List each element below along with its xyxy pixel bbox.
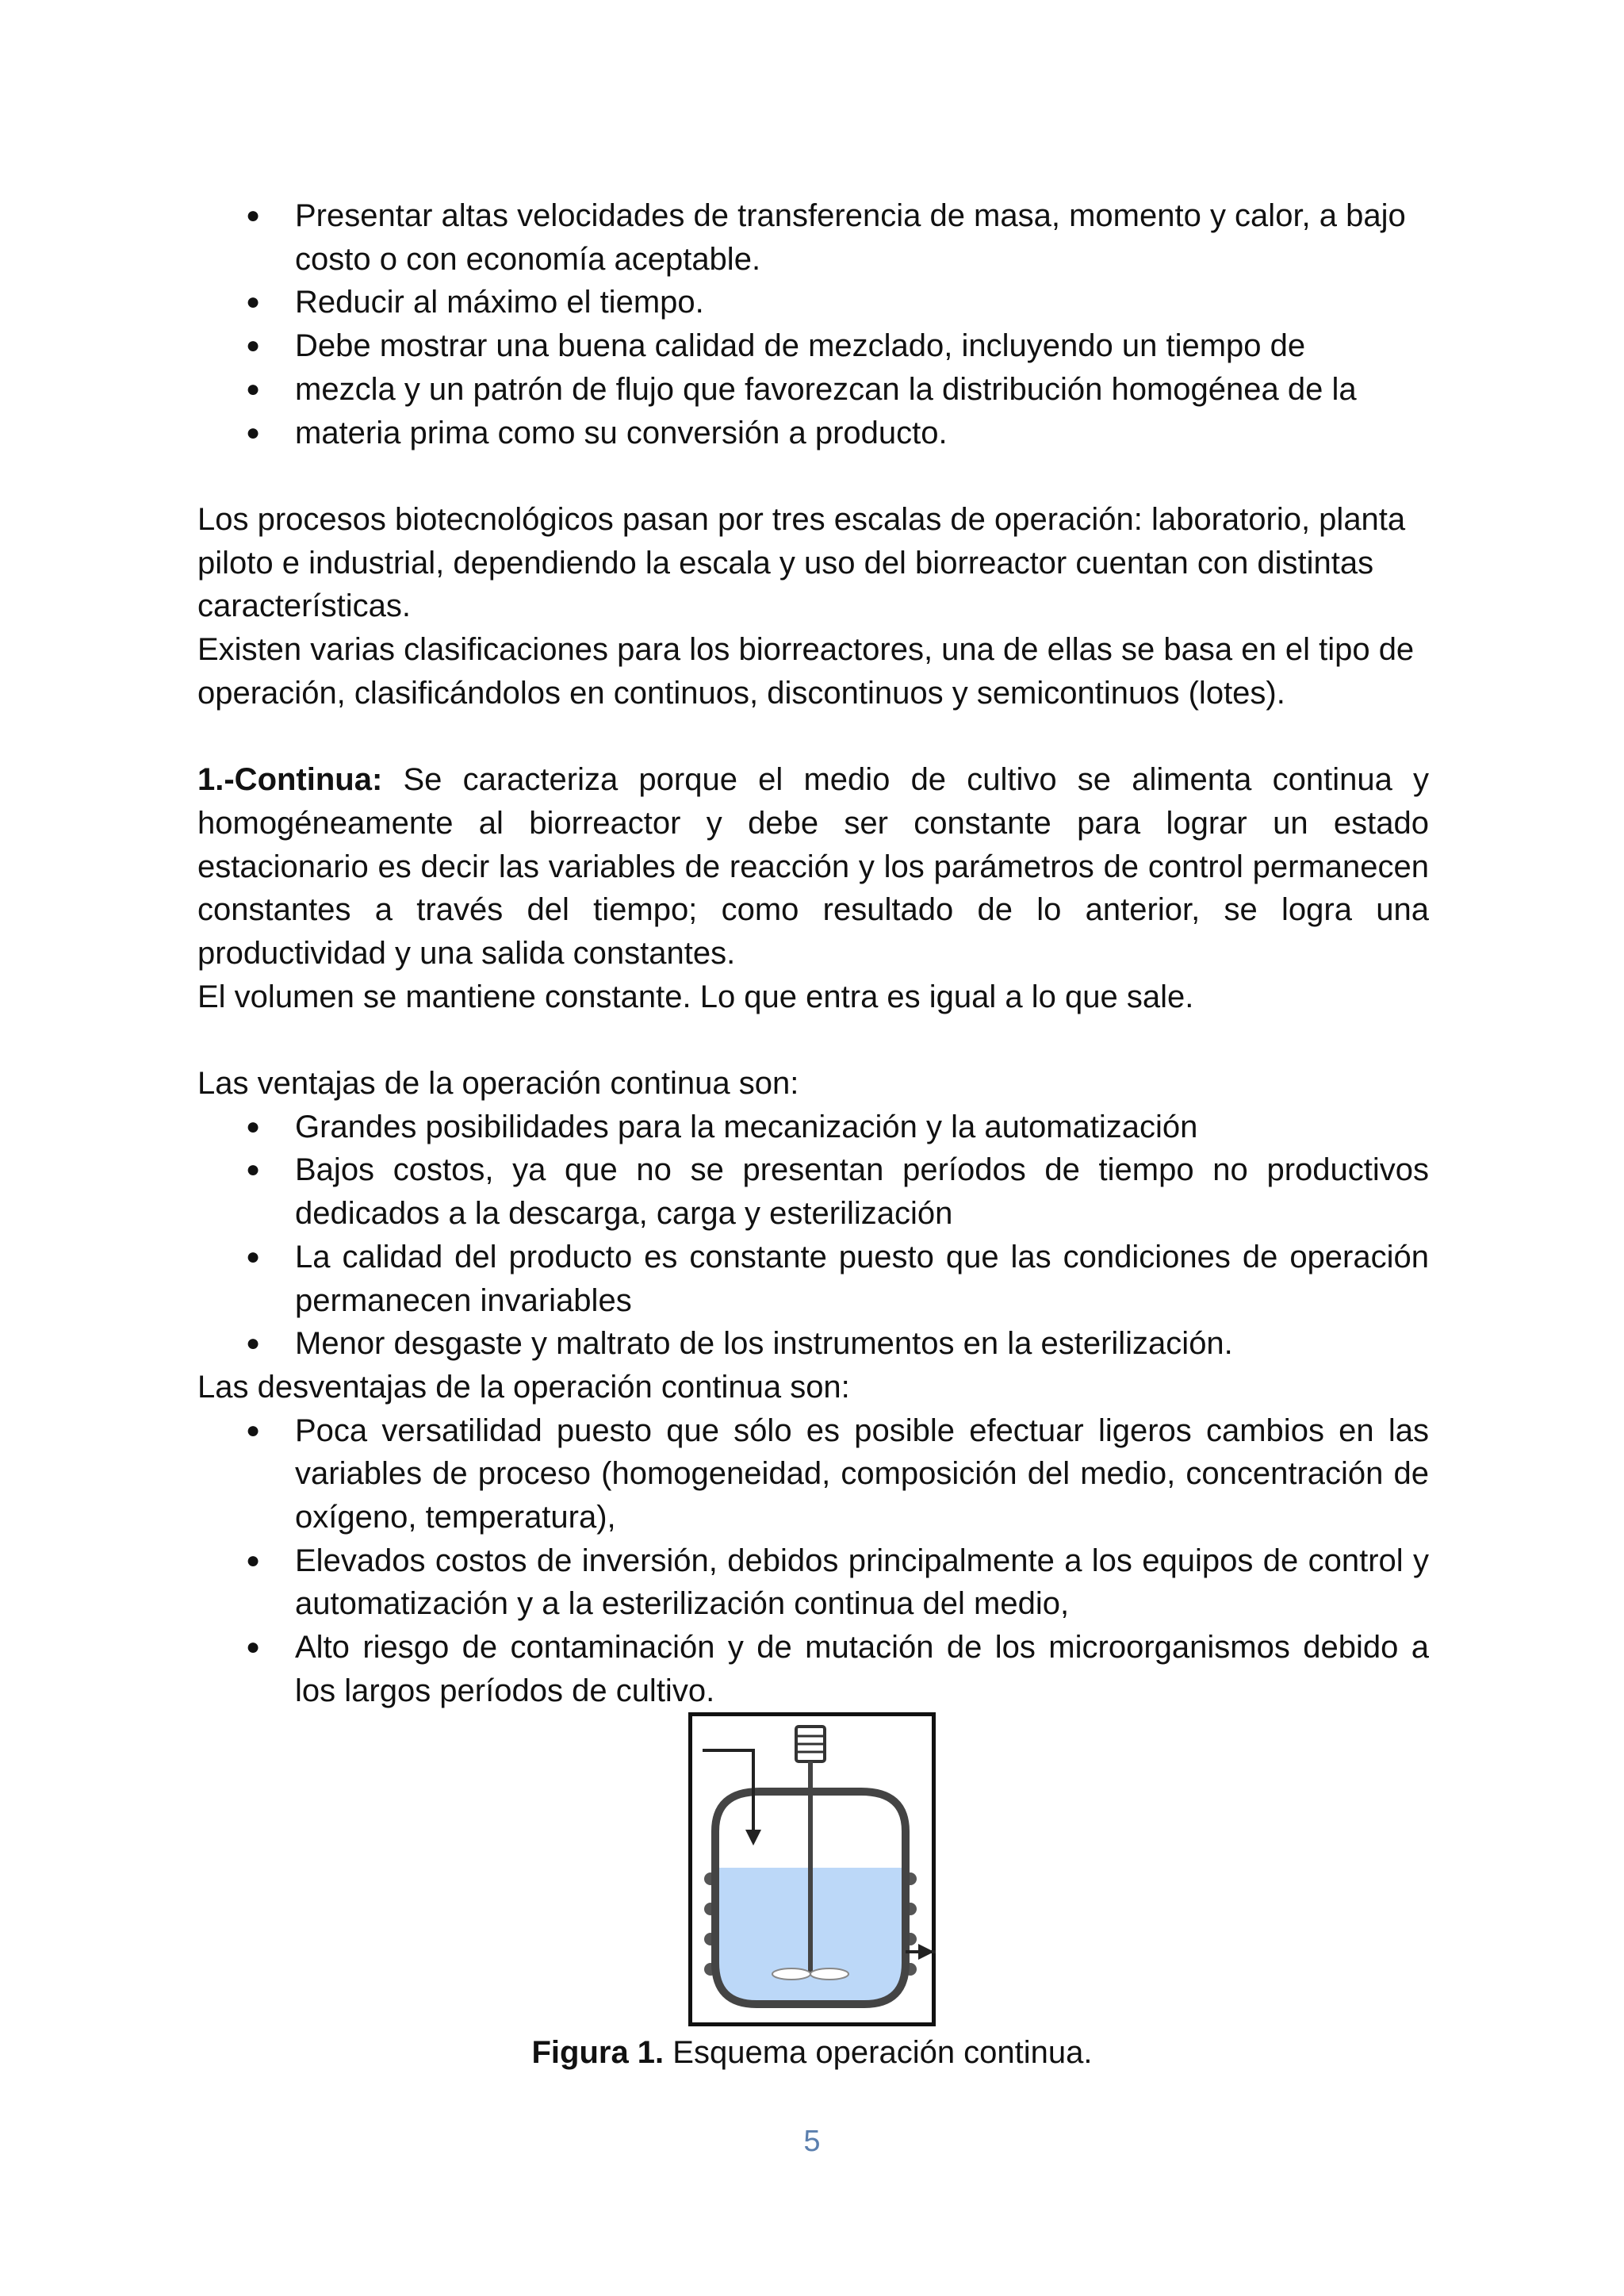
list-item: ● Elevados costos de inversión, debidos principalmente a los equipos de control y automatización y a la esterilización continua del medio,	[295, 1539, 1429, 1626]
list-item: ● Reducir al máximo el tiempo.	[295, 281, 1429, 324]
page-number: 5	[803, 2125, 821, 2158]
continuous-reactor-figure	[688, 1712, 936, 2026]
section-heading-continua: 1.-Continua:	[197, 762, 383, 798]
impeller-blade	[810, 1968, 848, 1980]
paragraph-classification: Existen varias clasificaciones para los biorreactores, una de ellas se basa en el tipo de operación, clasificándolos en continuos, discontinuos y semicontinuos (lotes).	[197, 632, 1415, 711]
figure-caption-text: Esquema operación continua.	[664, 2035, 1093, 2070]
list-item: ● Alto riesgo de contaminación y de mutación de los microorganismos debido a los largos períodos de cultivo.	[295, 1626, 1429, 1712]
figure-label: Figura 1.	[531, 2035, 665, 2070]
paragraph-scales: Los procesos biotecnológicos pasan por tres escalas de operación: laboratorio, planta piloto e industrial, dependiendo la escala y uso del biorreactor cuentan con distintas características.	[197, 501, 1406, 624]
document-page	[197, 0, 1429, 1713]
continua-description: Se caracteriza porque el medio de cultivo se alimenta continua y homogéneamente al biorreactor y debe ser constante para lograr un estado estacionario es decir las variables de reacción y los parámetros de control permanecen constantes a través del tiempo; como resultado de lo anterior, se logra una productividad y una salida constantes.	[197, 762, 1429, 971]
paragraph-continua	[197, 758, 1429, 976]
list-item: ● Presentar altas velocidades de transferencia de masa, momento y calor, a bajo costo o con economía aceptable.	[295, 194, 1429, 281]
list-item: ● Bajos costos, ya que no se presentan períodos de tiempo no productivos dedicados a la descarga, carga y esterilización	[295, 1148, 1429, 1235]
reactor-diagram	[688, 1712, 936, 2026]
desventajas-intro: Las desventajas de la operación continua son:	[197, 1369, 850, 1405]
list-item: ● Menor desgaste y maltrato de los instrumentos en la esterilización.	[295, 1322, 1429, 1366]
list-item: ● Grandes posibilidades para la mecanización y la automatización	[295, 1106, 1429, 1149]
ventajas-list	[197, 1106, 1429, 1366]
figure-caption	[0, 2031, 1624, 2074]
list-item: ● La calidad del producto es constante puesto que las condiciones de operación permanecen invariables	[295, 1236, 1429, 1322]
impeller-blade	[772, 1968, 810, 1980]
list-item: ● Debe mostrar una buena calidad de mezclado, incluyendo un tiempo de	[295, 324, 1429, 368]
paragraph-volume: El volumen se mantiene constante. Lo que entra es igual a lo que sale.	[197, 979, 1194, 1014]
list-item: ● mezcla y un patrón de flujo que favorezcan la distribución homogénea de la	[295, 368, 1429, 412]
list-item: ● materia prima como su conversión a producto.	[295, 412, 1429, 455]
desventajas-list	[197, 1409, 1429, 1713]
ventajas-intro: Las ventajas de la operación continua son:	[197, 1066, 799, 1102]
list-item: ● Poca versatilidad puesto que sólo es posible efectuar ligeros cambios en las variables de proceso (homogeneidad, composición del medio, concentración de oxígeno, temperatura),	[295, 1409, 1429, 1539]
intro-bullet-list	[197, 194, 1429, 454]
